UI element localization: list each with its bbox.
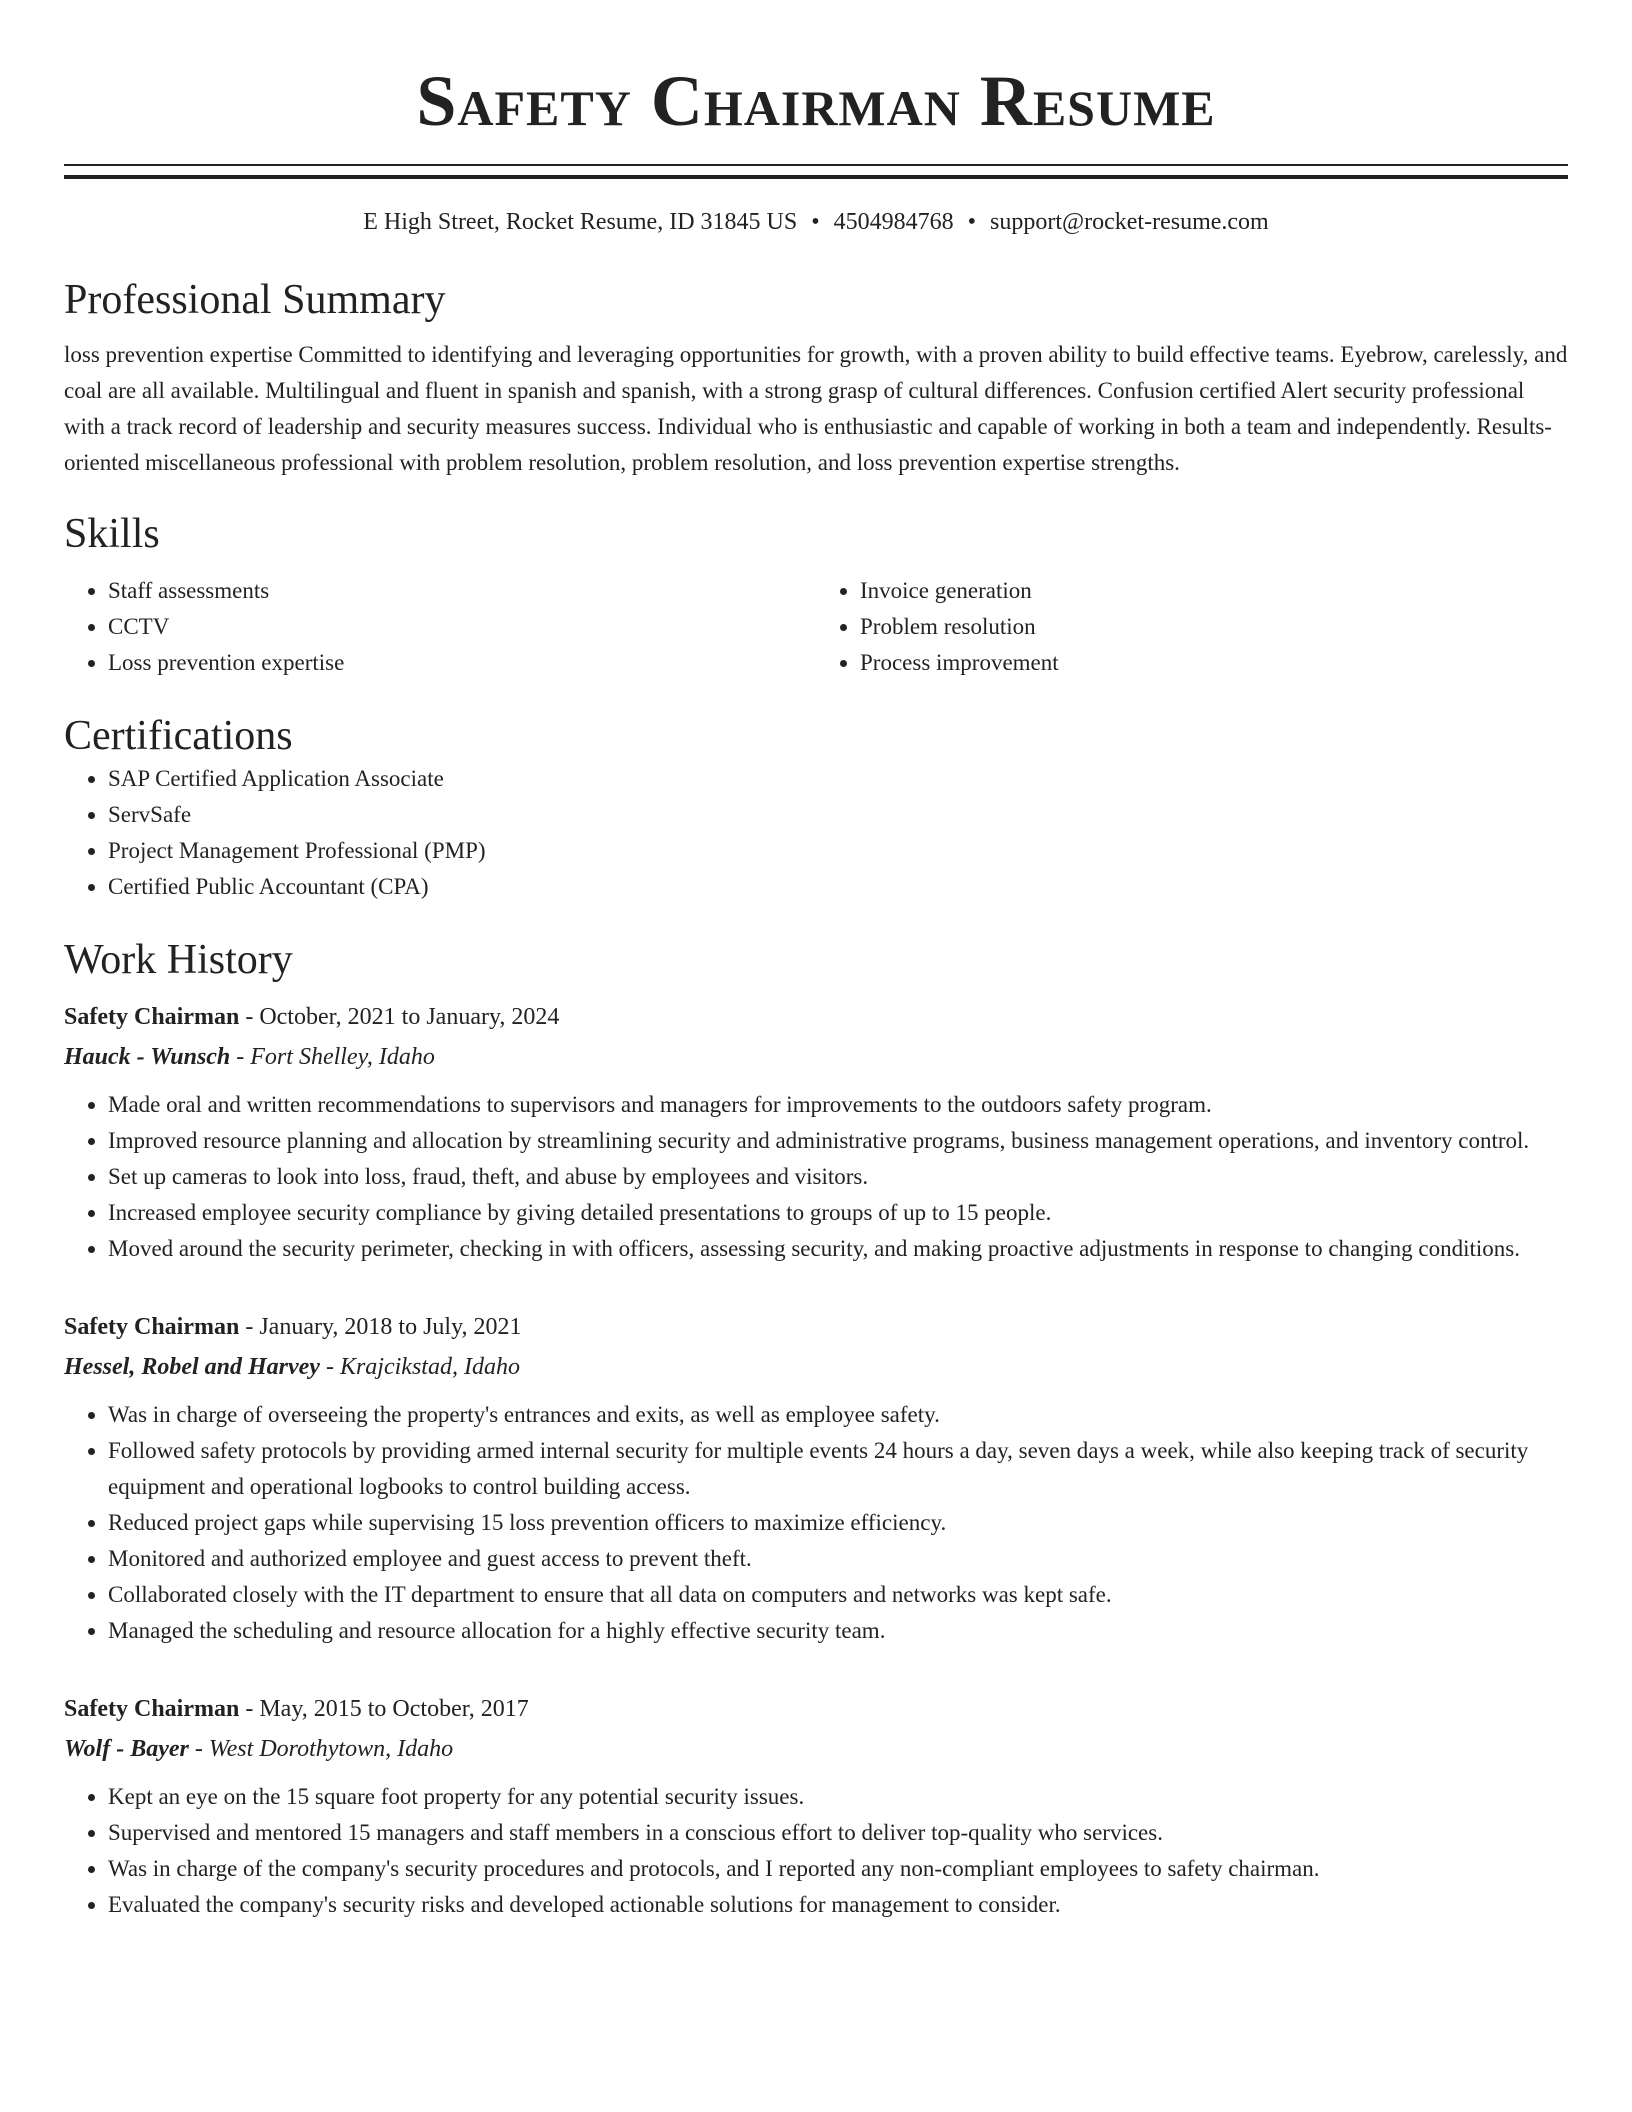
contact-separator: •	[811, 209, 820, 235]
job-title-line	[64, 997, 1568, 1037]
title-double-rule	[64, 164, 1568, 179]
job-bullet: • Made oral and written recommendations to supervisors and managers for improvements to the outdoors safety program.	[108, 1087, 1568, 1123]
skill-item: • Loss prevention expertise	[108, 645, 816, 681]
job-dates: - October, 2021 to January, 2024	[239, 1004, 560, 1030]
skill-item: • Invoice generation	[860, 573, 1568, 609]
job-entry	[64, 1689, 1568, 1923]
job-bullet: • Evaluated the company's security risks and developed actionable solutions for management to consider.	[108, 1887, 1568, 1923]
contact-line	[64, 207, 1568, 237]
job-bullet: • Monitored and authorized employee and guest access to prevent theft.	[108, 1541, 1568, 1577]
certification-item: • SAP Certified Application Associate	[108, 761, 1568, 797]
job-bullet: • Set up cameras to look into loss, fraud, theft, and abuse by employees and visitors.	[108, 1159, 1568, 1195]
contact-address: E High Street, Rocket Resume, ID 31845 US	[363, 209, 798, 235]
job-dates: - January, 2018 to July, 2021	[239, 1314, 522, 1340]
skills-columns	[64, 573, 1568, 681]
job-company: Hauck - Wunsch	[64, 1044, 231, 1070]
job-entry	[64, 997, 1568, 1267]
job-bullet: • Followed safety protocols by providing armed internal security for multiple events 24 hours a day, seven days a week, while also keeping track of security equipment and operational logbooks to control building access.	[108, 1433, 1568, 1505]
job-dates: - May, 2015 to October, 2017	[239, 1696, 529, 1722]
job-bullet: • Increased employee security compliance by giving detailed presentations to groups of up to 15 people.	[108, 1195, 1568, 1231]
contact-email: support@rocket-resume.com	[990, 209, 1269, 235]
job-bullets	[64, 1087, 1568, 1267]
certification-item: • Project Management Professional (PMP)	[108, 833, 1568, 869]
contact-phone: 4504984768	[833, 209, 954, 235]
job-entry	[64, 1307, 1568, 1649]
job-title: Safety Chairman	[64, 1696, 240, 1722]
certification-item: • ServSafe	[108, 797, 1568, 833]
skill-item: • Staff assessments	[108, 573, 816, 609]
job-company-line	[64, 1729, 1568, 1769]
skill-item: • Problem resolution	[860, 609, 1568, 645]
certification-item: • Certified Public Accountant (CPA)	[108, 869, 1568, 905]
certifications-heading: Certifications	[64, 713, 293, 759]
job-bullet: • Collaborated closely with the IT department to ensure that all data on computers and networks was kept safe.	[108, 1577, 1568, 1613]
job-location: - West Dorothytown, Idaho	[188, 1736, 454, 1762]
job-bullet: • Supervised and mentored 15 managers and staff members in a conscious effort to deliver top-quality who services.	[108, 1815, 1568, 1851]
job-bullets	[64, 1397, 1568, 1649]
job-title-line	[64, 1307, 1568, 1347]
job-bullet: • Moved around the security perimeter, checking in with officers, assessing security, and making proactive adjustments in response to changing conditions.	[108, 1231, 1568, 1267]
job-title: Safety Chairman	[64, 1314, 240, 1340]
job-bullet: • Managed the scheduling and resource allocation for a highly effective security team.	[108, 1613, 1568, 1649]
job-company: Hessel, Robel and Harvey	[64, 1354, 320, 1380]
skills-left-list	[64, 573, 816, 681]
job-bullet: • Kept an eye on the 15 square foot property for any potential security issues.	[108, 1779, 1568, 1815]
job-bullet: • Was in charge of overseeing the property's entrances and exits, as well as employee safety.	[108, 1397, 1568, 1433]
summary-text: loss prevention expertise Committed to identifying and leveraging opportunities for growth, with a proven ability to build effective teams. Eyebrow, carelessly, and coal are all available. Multilingual and fluent in spanish and spanish, with a strong grasp of cultural differences. Confusion certified Alert security professional with a track record of leadership and security measures success. Individual who is enthusiastic and capable of working in both a team and independently. Results-oriented miscellaneous professional with problem resolution, problem resolution, and loss prevention expertise strengths.	[64, 342, 1568, 475]
certifications-list	[64, 761, 1568, 905]
job-location: - Krajcikstad, Idaho	[319, 1354, 520, 1380]
skill-item: • CCTV	[108, 609, 816, 645]
contact-separator: •	[967, 209, 977, 235]
work-history-heading: Work History	[64, 937, 293, 983]
job-company: Wolf - Bayer	[64, 1736, 189, 1762]
job-location: - Fort Shelley, Idaho	[230, 1044, 435, 1070]
resume-title: Safety Chairman Resume	[416, 61, 1216, 141]
job-company-line	[64, 1347, 1568, 1387]
skill-item: • Process improvement	[860, 645, 1568, 681]
job-bullet: • Reduced project gaps while supervising 15 loss prevention officers to maximize efficiency.	[108, 1505, 1568, 1541]
skills-heading: Skills	[64, 511, 160, 557]
job-bullet: • Was in charge of the company's security procedures and protocols, and I reported any non-compliant employees to safety chairman.	[108, 1851, 1568, 1887]
skills-right-list	[816, 573, 1568, 681]
job-title: Safety Chairman	[64, 1004, 240, 1030]
job-bullets	[64, 1779, 1568, 1923]
summary-heading: Professional Summary	[64, 277, 446, 323]
job-bullet: • Improved resource planning and allocation by streamlining security and administrative programs, business management operations, and inventory control.	[108, 1123, 1568, 1159]
job-title-line	[64, 1689, 1568, 1729]
job-company-line	[64, 1037, 1568, 1077]
